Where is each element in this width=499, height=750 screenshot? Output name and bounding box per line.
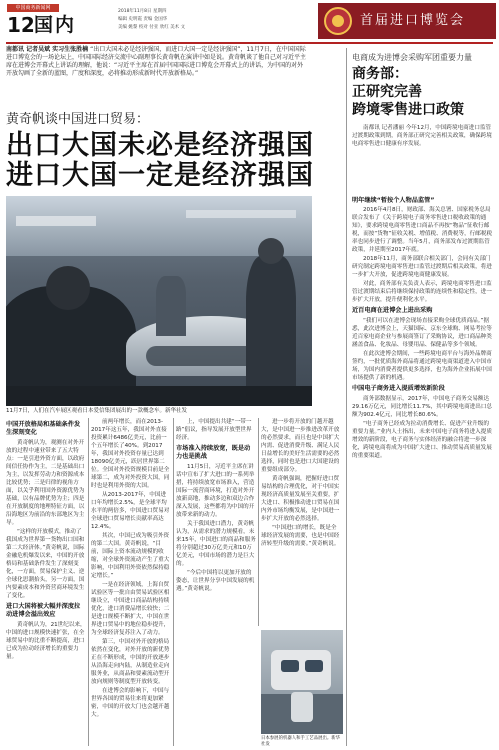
section-name: 国内	[34, 14, 77, 36]
article-subhead: 中国电子商务进入提质增效新阶段	[352, 385, 445, 392]
date-line: 2018年11月8日 星期四	[118, 9, 167, 14]
article-paragraph: 2016年4月8日，财政部、海关总署、国家税务总局联合发布了《关于跨境电子商务零售进口税收政策的通知》，要求跨境电商零售进口商品不再按“物品”征收行邮税，而按“货物”征收关税、增值税、消费税等，行邮税税率也同步进行了调整。当年5月，商务部发布过渡期监管政策，并延期至2017年底。	[352, 207, 493, 253]
right-headline-1: 商务部：	[352, 66, 408, 82]
article-paragraph: “这样的开放模式，推动了我国成为世界第一货物出口国和第二大经济体。”黄奇帆说，国际金融危机爆发以来，中国的开放格局和基础条件发生了深刻变化，一方面，贸易保护主义、逆全球化思潮抬头，另一方面，国内要素成本和外资营商环境发生了变化。	[6, 529, 85, 599]
article-paragraph: 其次，中国已成为吸引外资的第二大国。黄奇帆说，“目前，国际上资本流动规模的收缩，对全球外资流动产生了重大影响，中国利用外资依然保持稳定增长。”	[91, 533, 170, 579]
article-paragraph: 11月5日，习近平主席在讲话中宣布了扩大进口的一系列举措，将持续放宽市场准入，营造国际一流营商环境，打造对外开放新高地，推动多边和双边合作深入发展，这些都将为中国的开放带来新的动力。	[176, 464, 255, 518]
article-paragraph: 前两年增长，而在2013-2017年这五年，我国对外直接投资累计6486亿美元，比前一个五年增长了40%。到2017年，我国对外投资存量已达到18090亿美元，跃居世界第二位。全国对外投资规模目前是全球第二，成为对外投资大国，同时也是利用外资的大国。	[91, 419, 170, 489]
expo-hall-photo	[6, 196, 312, 406]
masthead-rule	[6, 42, 493, 44]
design-line: 美编 姚黎 校对 付亚 欣红 美术 文	[118, 25, 186, 30]
article-column-4	[261, 418, 341, 626]
article-subhead: 市场准入持续放宽，既是动力也是挑战	[176, 445, 251, 460]
article-paragraph: 黄奇帆强调，把握好进口贸易结构的合理优化，对于中国实现经济高质量发展至关重要，扩大进口、积极推动进口贸易在国内外市场均衡发展，是中国进一步扩大开放的必然选择。	[261, 476, 340, 522]
lead-byline: 南都讯 记者吴斌 实习生张胜楠	[6, 46, 89, 53]
article-paragraph: 进一步将开放的门越开越大，是中国进一步推进改革开放的必然要求，而且也是中国扩大内需、促进消费升级、满足人民日益增长的美好生活需要的必然选择，同时也是进口大国建设的重要组成部分。	[261, 419, 340, 473]
headline-line-2: 进口大国一定是经济强国	[6, 160, 314, 191]
article-column-2	[91, 418, 171, 746]
editor-line: 编辑 史明霞 责编 金国华	[118, 17, 168, 22]
article-paragraph: 黄奇帆认为，21世纪以来，中国的进口规模快速扩张，在全球贸易中的比重不断提高，进口已成为拉动经济增长的重要力量。	[6, 622, 86, 660]
lead-text: “出口大国未必是经济强国，而进口大国一定是经济强国”，11月7日，在中国国际进口博览会的一场论坛上，中国国际经济交流中心副理事长黄奇帆在演讲中如是说。黄奇帆谈了他自己对习近平主席在进博会开幕式上讲话的理解，他说：“习近平主席在首届中国国际进口博览会开幕式上的讲话，为中国的对外开放勾画了全新的蓝图，广度和深度，必将推动形成新时代开放新格局。”	[6, 46, 307, 77]
expo-banner-title: 首届进口博览会	[360, 13, 466, 28]
article-paragraph: 从2013-2017年，中国进口年均增长2.5%，是全球平均水平的两倍多，中国进口贸易对全球进口贸易增长贡献率高达12.4%。	[91, 492, 170, 530]
article-paragraph: “今后中国将以更加开放的姿态，让世界分享中国发展的机遇。”黄奇帆说。	[176, 570, 255, 592]
right-intro: 电商成为进博会采购军团重要力量	[352, 53, 472, 62]
right-article-body	[352, 206, 494, 746]
right-byline	[352, 124, 494, 194]
right-byline-text: 南都讯 记者潘丽 今年12月，中国跨境电商进口监管过渡期政策到期，商务部正研究完善相关政策，确保跨境电商零售进口健康有序发展。	[352, 125, 492, 147]
article-subhead: 进口大国将被大幅并深度拉动进博会溢出效应	[6, 603, 81, 618]
kicker: 黄奇帆谈中国进口贸易：	[6, 112, 150, 127]
expo-logo-icon	[324, 7, 352, 35]
photo-caption-2: 日本参展的机器人和手工艺品展出。新华社发	[261, 736, 341, 747]
article-paragraph: 在进博会的影响下，中国与世界各国的贸易往来将更加紧密，中国的开放大门也会越开越大。	[91, 688, 170, 718]
robot-exhibit-photo	[261, 630, 343, 734]
article-paragraph: 一是在经济领域，上海自贸试验区等一批自由贸易试验区相继设立，中国进口商品结构持续优化，进口消费品增长较快；二是进口规模不断扩大，中国在世界进口贸易中的地位稳步提升，为全球经济复苏注入了动力。	[91, 582, 170, 636]
column-divider	[88, 418, 89, 746]
headline-line-1: 出口大国未必是经济强国	[6, 130, 314, 161]
column-divider	[173, 418, 174, 746]
article-subhead: 中国开放格局和基础条件发生深刻变化	[6, 421, 81, 436]
right-headline-3: 跨境零售进口政策	[352, 102, 464, 118]
article-paragraph: 上，中国提出共建“一带一路”倡议，指导发展开放型世界经济。	[176, 419, 252, 441]
article-paragraph: 第三，中国对外开放的格局依然在变化，对外开放的新优势正在不断形成，中国的开放逐步从沿海走向内陆，从制造业走向服务业，从商品和要素流动型开放向规则等制度型开放转变。	[91, 639, 170, 685]
masthead	[0, 0, 499, 42]
article-paragraph: 黄奇帆认为，观测在对外开放的过程中速业带来了五大特点：一是引进外资方面，以政府间信任协作为主，二是基础出口为主，以发挥劳动力和资源成本比较优势；三是归律的视角方面，以关乎利用国外资源优势为基础，以有品牌优势为主；四是在开放制度的地理特征方面，以沿海地区为前沿的东部地区为主导。	[6, 440, 85, 526]
article-paragraph: 在此次进博会期间，一些跨境电商平台与海外品牌商签约，一批优质海外商品将通过跨境电商渠道进入中国市场，为国内消费者提供更多选择，也为海外企业拓展中国市场提供了新的机遇。	[352, 351, 492, 381]
newspaper-logo: 中国商务新闻网	[7, 4, 59, 12]
article-paragraph: 2018年11月，商务部联合相关部门，会同有关部门研究制定跨境电商零售进口监管过渡期后相关政策，将进一步扩大开放，促进跨境电商健康发展。	[352, 256, 492, 278]
article-paragraph: 对此，商务部有关负责人表示，跨境电商零售进口监管过渡期结束后将继续保持政策的连续性和稳定性，进一步扩大开放，提升便利化水平。	[352, 281, 492, 303]
lead-paragraph	[6, 46, 306, 78]
column-divider	[258, 418, 259, 626]
article-paragraph: 商务部数据显示，2017年，中国电子商务交易额达29.16万亿元，同比增长11.7%，其中跨境电商进出口总额为902.4亿元，同比增长80.6%。	[352, 396, 493, 418]
article-column-3	[176, 418, 256, 746]
right-subhead-1: 明年继续“暂按个人物品监管”	[352, 197, 435, 204]
page-number: 12	[7, 13, 35, 37]
article-paragraph: “电子商务已经成为拉动消费增长、促进产业升级的重要力量。”业内人士指出，未来中国电子商务将进入提质增效的新阶段，电子商务与实体经济的融合将进一步深化，跨境电商将成为中国扩大进口、推动贸易高质量发展的重要渠道。	[352, 421, 492, 459]
column-divider	[346, 48, 347, 746]
article-paragraph: 关于我国进口潜力，黄奇帆认为，从需求的潜力规模看，未来15年，中国进口的商品和服务将分别超过30万亿美元和10万亿美元，中国市场的潜力是巨大的。	[176, 521, 256, 567]
article-paragraph: “我们可以在进博会现场直接采购全球优质商品。”据悉，此次进博会上，天猫国际、京东全球购、网易考拉等近百家电商企业与参展商签订了采购协议，进口商品种类涵盖食品、化妆品、母婴用品、保健品等多个领域。	[352, 318, 492, 348]
article-paragraph: “中国进口的增长，既是全球经济发展的需要，也是中国经济转型升级的需要。”黄奇帆说。	[261, 525, 340, 547]
article-column-1	[6, 418, 86, 746]
article-subhead: 近百电商在进博会上进出采购	[352, 307, 433, 314]
photo-caption-1: 11月7日，人们在汽车展区观看日本爱信集团展出的一款概念车。新华社发	[6, 408, 188, 414]
expo-banner	[318, 3, 496, 39]
right-headline-2: 正研究完善	[352, 84, 422, 100]
